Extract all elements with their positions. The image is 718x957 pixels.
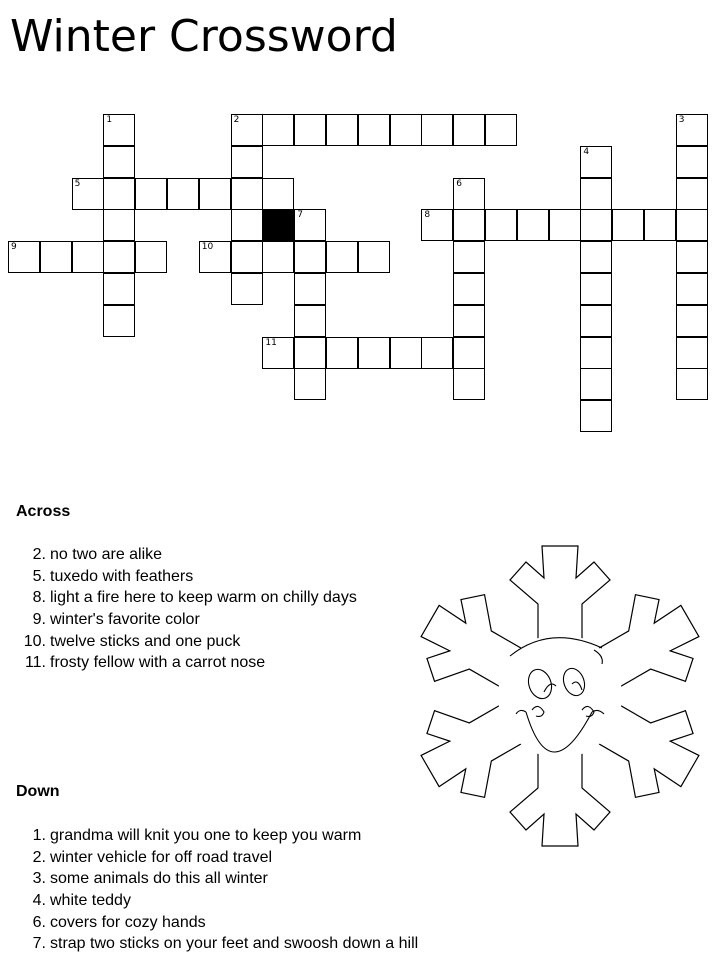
crossword-grid xyxy=(0,0,718,460)
clue-number: 7 xyxy=(297,210,303,221)
crossword-cell[interactable] xyxy=(103,273,135,305)
crossword-cell[interactable] xyxy=(294,337,326,369)
clue-text: covers for cozy hands xyxy=(50,913,206,931)
crossword-cell[interactable] xyxy=(294,209,326,241)
clue-text: twelve sticks and one puck xyxy=(50,632,241,650)
crossword-cell[interactable] xyxy=(517,209,549,241)
crossword-cell[interactable] xyxy=(453,209,485,241)
across-heading: Across xyxy=(16,503,71,520)
crossword-cell[interactable] xyxy=(453,305,485,337)
crossword-cell[interactable] xyxy=(262,337,294,369)
crossword-cell[interactable] xyxy=(676,209,708,241)
crossword-cell[interactable] xyxy=(294,273,326,305)
crossword-cell[interactable] xyxy=(199,241,231,273)
clue-number: 2. xyxy=(32,546,46,563)
crossword-cell[interactable] xyxy=(294,114,326,146)
crossword-cell[interactable] xyxy=(676,178,708,210)
clue-number: 3. xyxy=(32,870,46,888)
crossword-cell[interactable] xyxy=(676,273,708,305)
crossword-cell[interactable] xyxy=(580,209,612,241)
clue-text: grandma will knit you one to keep you warm xyxy=(50,827,362,844)
crossword-cell[interactable] xyxy=(485,209,517,241)
crossword-cell[interactable] xyxy=(421,337,453,369)
crossword-cell[interactable] xyxy=(580,273,612,305)
crossword-cell[interactable] xyxy=(580,400,612,432)
clue-number: 8 xyxy=(424,210,431,221)
crossword-cell[interactable] xyxy=(326,337,358,369)
clue-number: 2 xyxy=(233,115,240,125)
crossword-cell[interactable] xyxy=(8,241,40,273)
crossword-cell[interactable] xyxy=(676,305,708,337)
crossword-cell[interactable] xyxy=(676,114,708,146)
crossword-cell[interactable] xyxy=(231,146,263,178)
clue-text: strap two sticks on your feet and swoosh down a hill xyxy=(50,935,419,953)
crossword-cell[interactable] xyxy=(390,337,422,369)
clue-number: 2. xyxy=(32,848,46,866)
crossword-cell[interactable] xyxy=(40,241,72,273)
clue-text: winter's favorite color xyxy=(50,611,200,629)
crossword-cell[interactable] xyxy=(262,178,294,210)
clue-text: tuxedo with feathers xyxy=(50,567,194,585)
crossword-cell[interactable] xyxy=(453,241,485,273)
clue-text: winter vehicle for off road travel xyxy=(50,848,273,866)
clue-number: 6. xyxy=(32,913,46,931)
page-title: Winter Crossword xyxy=(10,11,398,62)
crossword-cell[interactable] xyxy=(231,273,263,305)
crossword-cell[interactable] xyxy=(199,178,231,210)
crossword-cell[interactable] xyxy=(644,209,676,241)
clue-number: 5 xyxy=(74,178,81,189)
clue-number: 3 xyxy=(678,115,685,125)
clue-number: 5. xyxy=(32,567,46,585)
crossword-cell[interactable] xyxy=(167,178,199,210)
clue-text: frosty fellow with a carrot nose xyxy=(50,654,266,672)
clue-number: 1 xyxy=(106,115,113,125)
clue-number: 9 xyxy=(11,242,17,253)
crossword-cell[interactable] xyxy=(326,241,358,273)
crossword-cell[interactable] xyxy=(612,209,644,241)
crossword-cell[interactable] xyxy=(231,241,263,273)
clue-number: 6 xyxy=(456,178,462,189)
down-heading: Down xyxy=(16,783,60,800)
clue-text: no two are alike xyxy=(50,546,163,563)
clue-number: 4. xyxy=(32,892,46,910)
crossword-cell[interactable] xyxy=(231,209,263,241)
crossword-cell[interactable] xyxy=(580,241,612,273)
clue-number: 9. xyxy=(32,611,46,629)
crossword-cell[interactable] xyxy=(103,241,135,273)
crossword-cell[interactable] xyxy=(135,178,167,210)
smiling-snowflake-icon xyxy=(405,540,715,852)
crossword-cell[interactable] xyxy=(421,114,453,146)
clue-number: 10. xyxy=(23,632,46,650)
crossword-cell[interactable] xyxy=(453,178,485,210)
crossword-cell[interactable] xyxy=(231,178,263,210)
crossword-cell[interactable] xyxy=(231,114,263,146)
crossword-cell[interactable] xyxy=(103,146,135,178)
crossword-cell[interactable] xyxy=(453,368,485,400)
crossword-cell[interactable] xyxy=(135,241,167,273)
crossword-cell[interactable] xyxy=(103,178,135,210)
crossword-cell[interactable] xyxy=(358,241,390,273)
crossword-cell[interactable] xyxy=(326,114,358,146)
crossword-cell[interactable] xyxy=(358,114,390,146)
clue-number: 11 xyxy=(265,337,277,348)
crossword-cell[interactable] xyxy=(580,146,612,178)
crossword-cell[interactable] xyxy=(103,114,135,146)
crossword-cell[interactable] xyxy=(676,337,708,369)
clue-text: some animals do this all winter xyxy=(50,870,268,888)
clue-number: 1. xyxy=(32,827,46,844)
crossword-cell[interactable] xyxy=(676,368,708,400)
clue-number: 10 xyxy=(201,242,214,253)
crossword-cell[interactable] xyxy=(262,241,294,273)
crossword-cell[interactable] xyxy=(580,305,612,337)
crossword-cell[interactable] xyxy=(421,209,453,241)
crossword-cell[interactable] xyxy=(580,368,612,400)
crossword-cell[interactable] xyxy=(72,241,104,273)
clue-number: 7. xyxy=(32,935,46,953)
clue-text: light a fire here to keep warm on chilly days xyxy=(50,589,357,607)
clue-number: 4 xyxy=(583,146,590,157)
crossword-cell[interactable] xyxy=(390,114,422,146)
crossword-cell[interactable] xyxy=(485,114,517,146)
crossword-cell[interactable] xyxy=(294,241,326,273)
black-cell xyxy=(262,209,294,241)
clue-number: 11. xyxy=(24,654,46,672)
crossword-cell[interactable] xyxy=(294,368,326,400)
crossword-cell[interactable] xyxy=(453,273,485,305)
crossword-cell[interactable] xyxy=(358,337,390,369)
crossword-cell[interactable] xyxy=(580,178,612,210)
crossword-cell[interactable] xyxy=(453,114,485,146)
crossword-cell[interactable] xyxy=(72,178,104,210)
crossword-cell[interactable] xyxy=(103,305,135,337)
crossword-cell[interactable] xyxy=(103,209,135,241)
crossword-cell[interactable] xyxy=(549,209,581,241)
crossword-cell[interactable] xyxy=(676,241,708,273)
crossword-cell[interactable] xyxy=(294,305,326,337)
crossword-cell[interactable] xyxy=(262,114,294,146)
clue-text: white teddy xyxy=(50,892,131,910)
crossword-cell[interactable] xyxy=(453,337,485,369)
clue-number: 8. xyxy=(32,589,46,607)
crossword-cell[interactable] xyxy=(580,337,612,369)
crossword-cell[interactable] xyxy=(676,146,708,178)
